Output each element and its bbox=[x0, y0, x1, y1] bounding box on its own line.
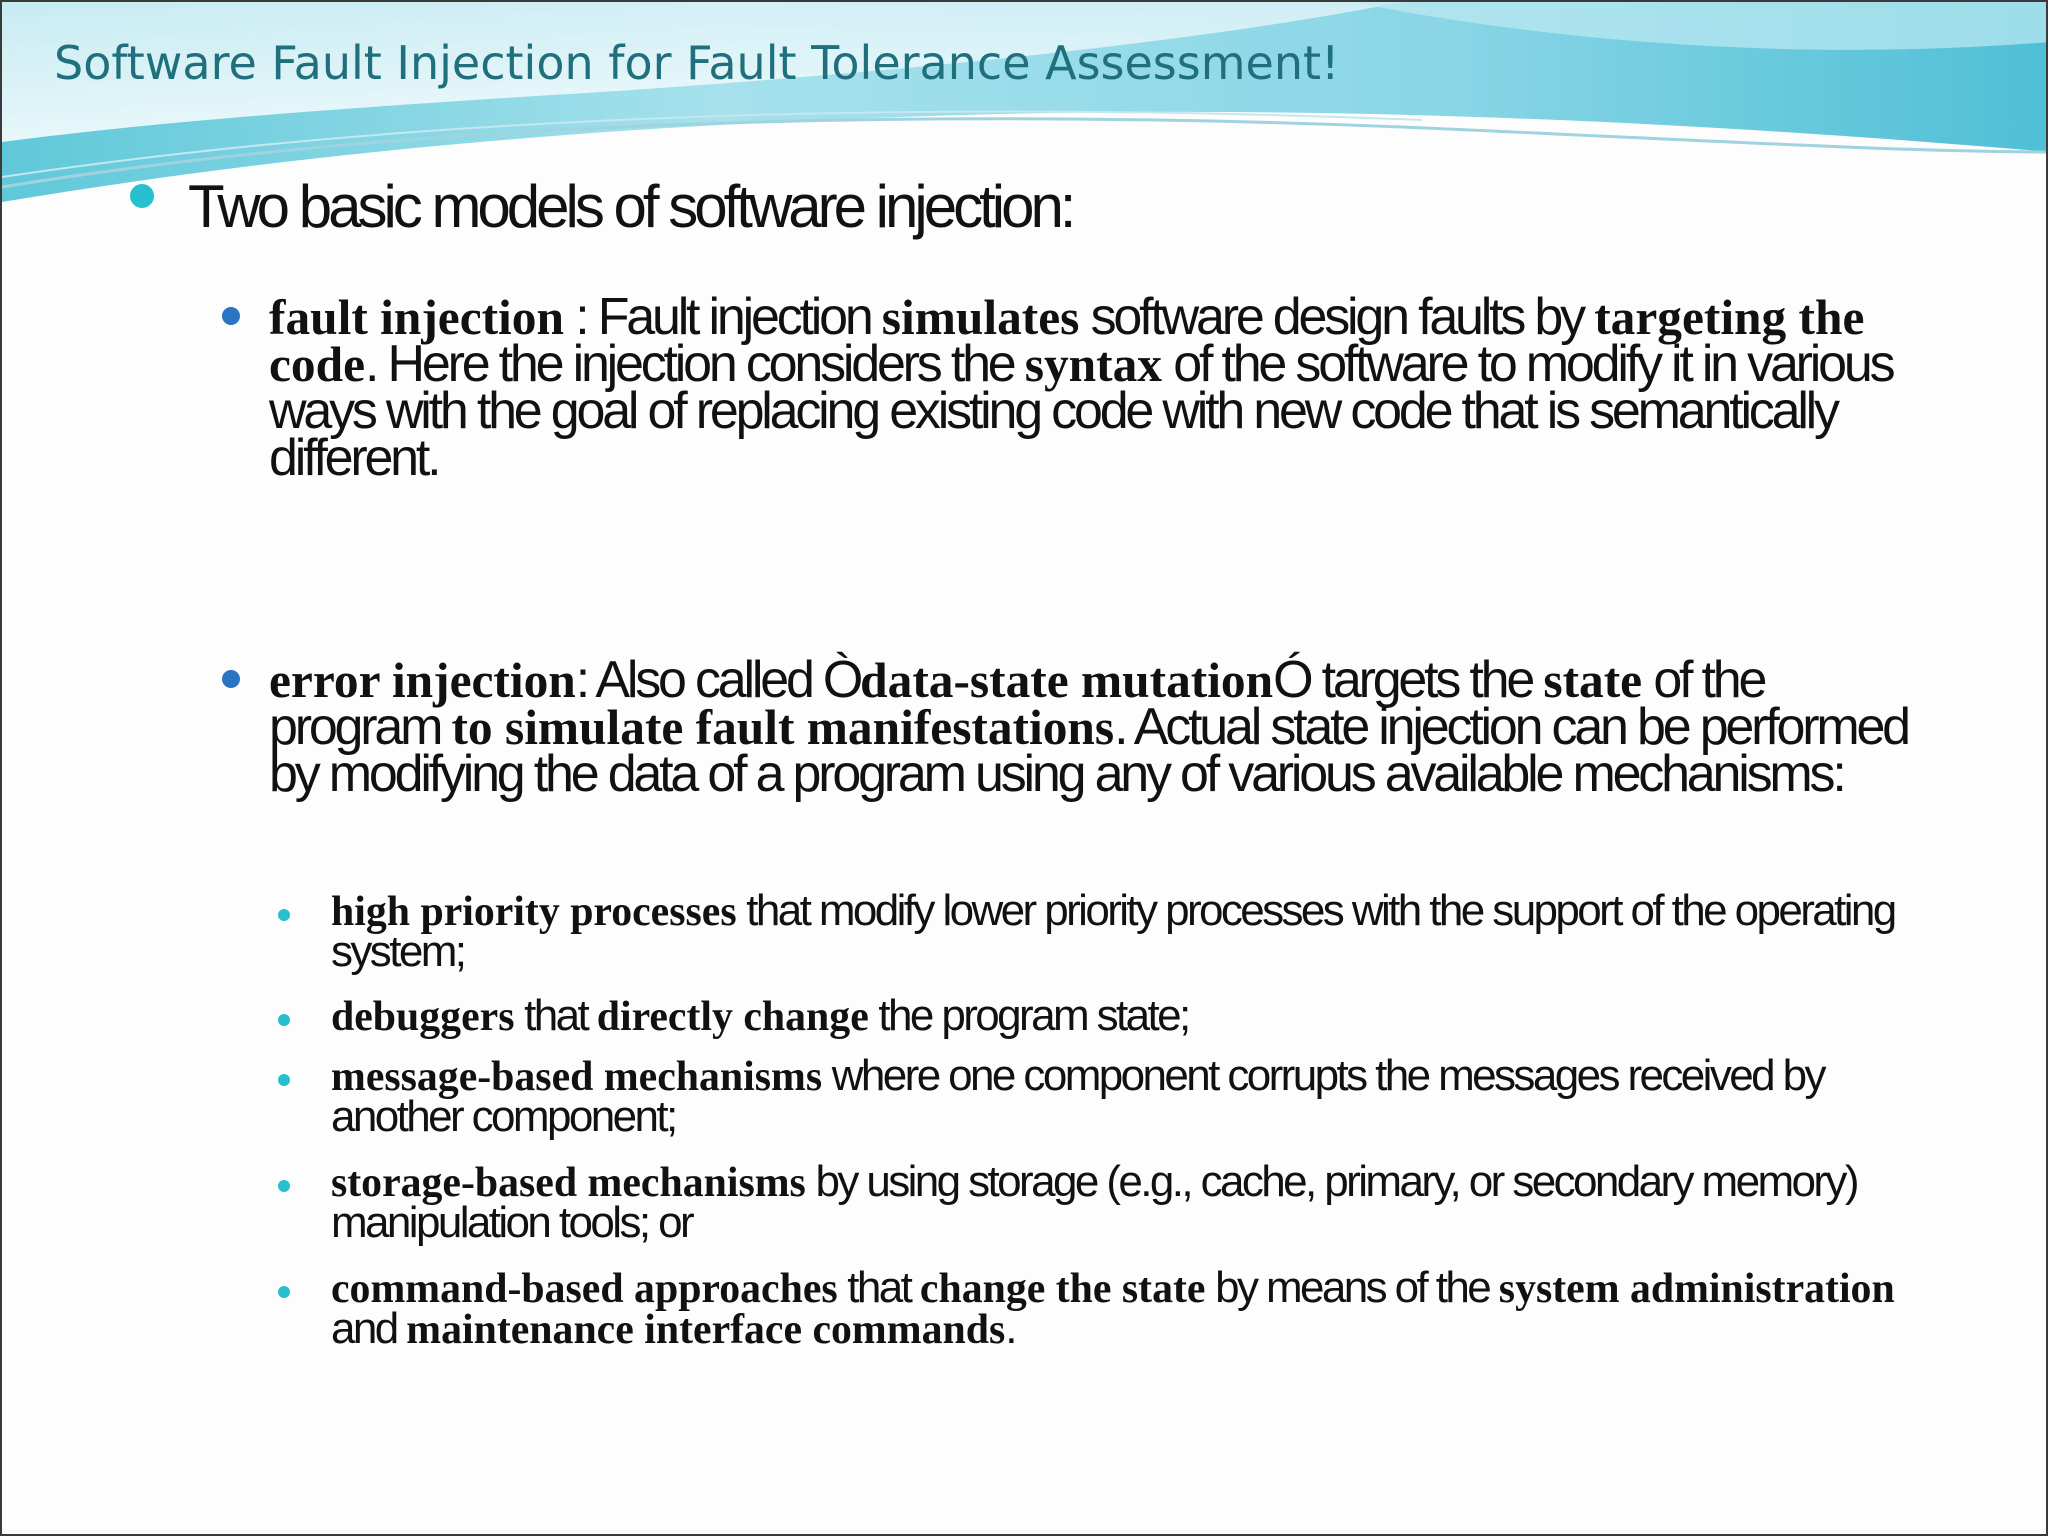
mechanism-item: command-based approaches that change the state by means of the system administration and maintenance interface commands. bbox=[331, 1263, 1895, 1353]
bullet-level2-icon bbox=[222, 307, 240, 325]
fault-injection-paragraph: fault injection : Fault injection simulates software design faults by targeting the code. Here the injection considers the syntax of the software to modify it in various ways with the goal of replacing existing code with new code that is semantically different. bbox=[269, 288, 1893, 487]
mechanism-item: high priority processes that modify lower priority processes with the support of the operating system; bbox=[331, 886, 1895, 976]
main-heading: Two basic models of software injection: bbox=[188, 173, 1073, 240]
bullet-level3-icon bbox=[278, 909, 290, 921]
mechanism-item: debuggers that directly change the program state; bbox=[331, 991, 1189, 1040]
bullet-level2-icon bbox=[222, 670, 240, 688]
error-injection-term: error injection bbox=[269, 653, 576, 708]
fault-injection-term: fault injection bbox=[269, 290, 564, 345]
bullet-level3-icon bbox=[278, 1014, 290, 1026]
bullet-level3-icon bbox=[278, 1180, 290, 1192]
bullet-level1-icon bbox=[130, 184, 154, 208]
bullet-level3-icon bbox=[278, 1074, 290, 1086]
error-injection-paragraph: error injection: Also called Òdata-state mutationÓ targets the state of the program to simulate fault manifestations. Actual state injection can be performed by modifying the data of a program using any of various available mechanisms: bbox=[269, 651, 1908, 803]
bullet-level3-icon bbox=[278, 1286, 290, 1298]
slide-title: Software Fault Injection for Fault Tolerance Assessment! bbox=[54, 36, 1340, 90]
mechanism-item: storage-based mechanisms by using storage (e.g., cache, primary, or secondary memory) manipulation tools; or bbox=[331, 1157, 1857, 1247]
mechanism-item: message-based mechanisms where one component corrupts the messages received by another component; bbox=[331, 1051, 1824, 1141]
